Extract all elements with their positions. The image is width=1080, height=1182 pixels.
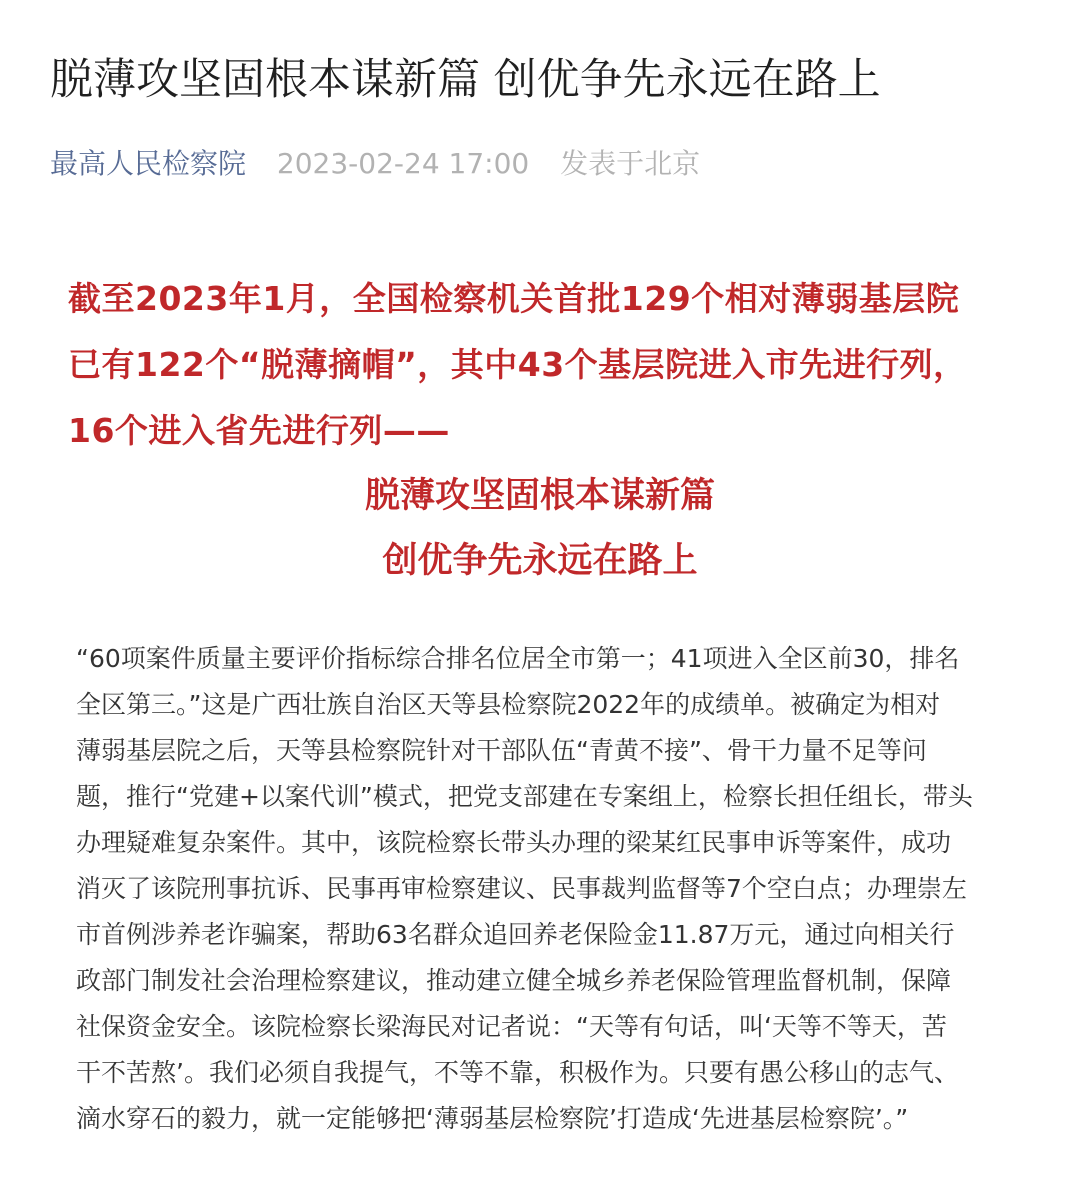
headline-line-2: 创优争先永远在路上 [382, 541, 698, 581]
body-line: 社保资金安全。该院检察长梁海民对记者说：“天等有句话，叫‘天等不等天，苦 [76, 1012, 947, 1041]
body-line: “60项案件质量主要评价指标综合排名位居全市第一；41项进入全区前30，排名 [76, 644, 960, 673]
body-line: 全区第三。”这是广西壮族自治区天等县检察院2022年的成绩单。被确定为相对 [76, 690, 941, 719]
intro-line: 截至2023年1月，全国检察机关首批129个相对薄弱基层院 [68, 279, 960, 318]
body-line: 消灭了该院刑事抗诉、民事再审检察建议、民事裁判监督等7个空白点；办理崇左 [76, 874, 967, 903]
body-line: 薄弱基层院之后，天等县检察院针对干部队伍“青黄不接”、骨干力量不足等问 [76, 736, 927, 765]
publish-date: 2023-02-24 17:00 [276, 147, 530, 180]
intro-line: 已有122个“脱薄摘帽”，其中43个基层院进入市先进行列， [68, 345, 967, 384]
publish-location: 发表于北京 [560, 147, 701, 180]
headline-line-1: 脱薄攻坚固根本谋新篇 [364, 476, 715, 516]
intro-paragraph [68, 266, 1028, 464]
body-paragraph [76, 636, 1010, 1142]
author-link[interactable]: 最高人民检察院 [50, 147, 247, 180]
body-line: 政部门制发社会治理检察建议，推动建立健全城乡养老保险管理监督机制，保障 [76, 966, 952, 995]
body-line: 滴水穿石的毅力，就一定能够把‘薄弱基层检察院’打造成‘先进基层检察院’。” [76, 1104, 909, 1133]
body-line: 干不苦熬’。我们必须自我提气，不等不靠，积极作为。只要有愚公移山的志气、 [76, 1058, 959, 1087]
intro-line: 16个进入省先进行列—— [68, 411, 450, 450]
article-meta [50, 142, 700, 186]
body-line: 市首例涉养老诈骗案，帮助63名群众追回养老保险金11.87万元，通过向相关行 [76, 920, 955, 949]
body-line: 办理疑难复杂案件。其中，该院检察长带头办理的梁某红民事申诉等案件，成功 [76, 828, 952, 857]
article-title: 脱薄攻坚固根本谋新篇 创优争先永远在路上 [50, 55, 881, 105]
body-line: 题，推行“党建+以案代训”模式，把党支部建在专案组上，检察长担任组长，带头 [76, 782, 973, 811]
